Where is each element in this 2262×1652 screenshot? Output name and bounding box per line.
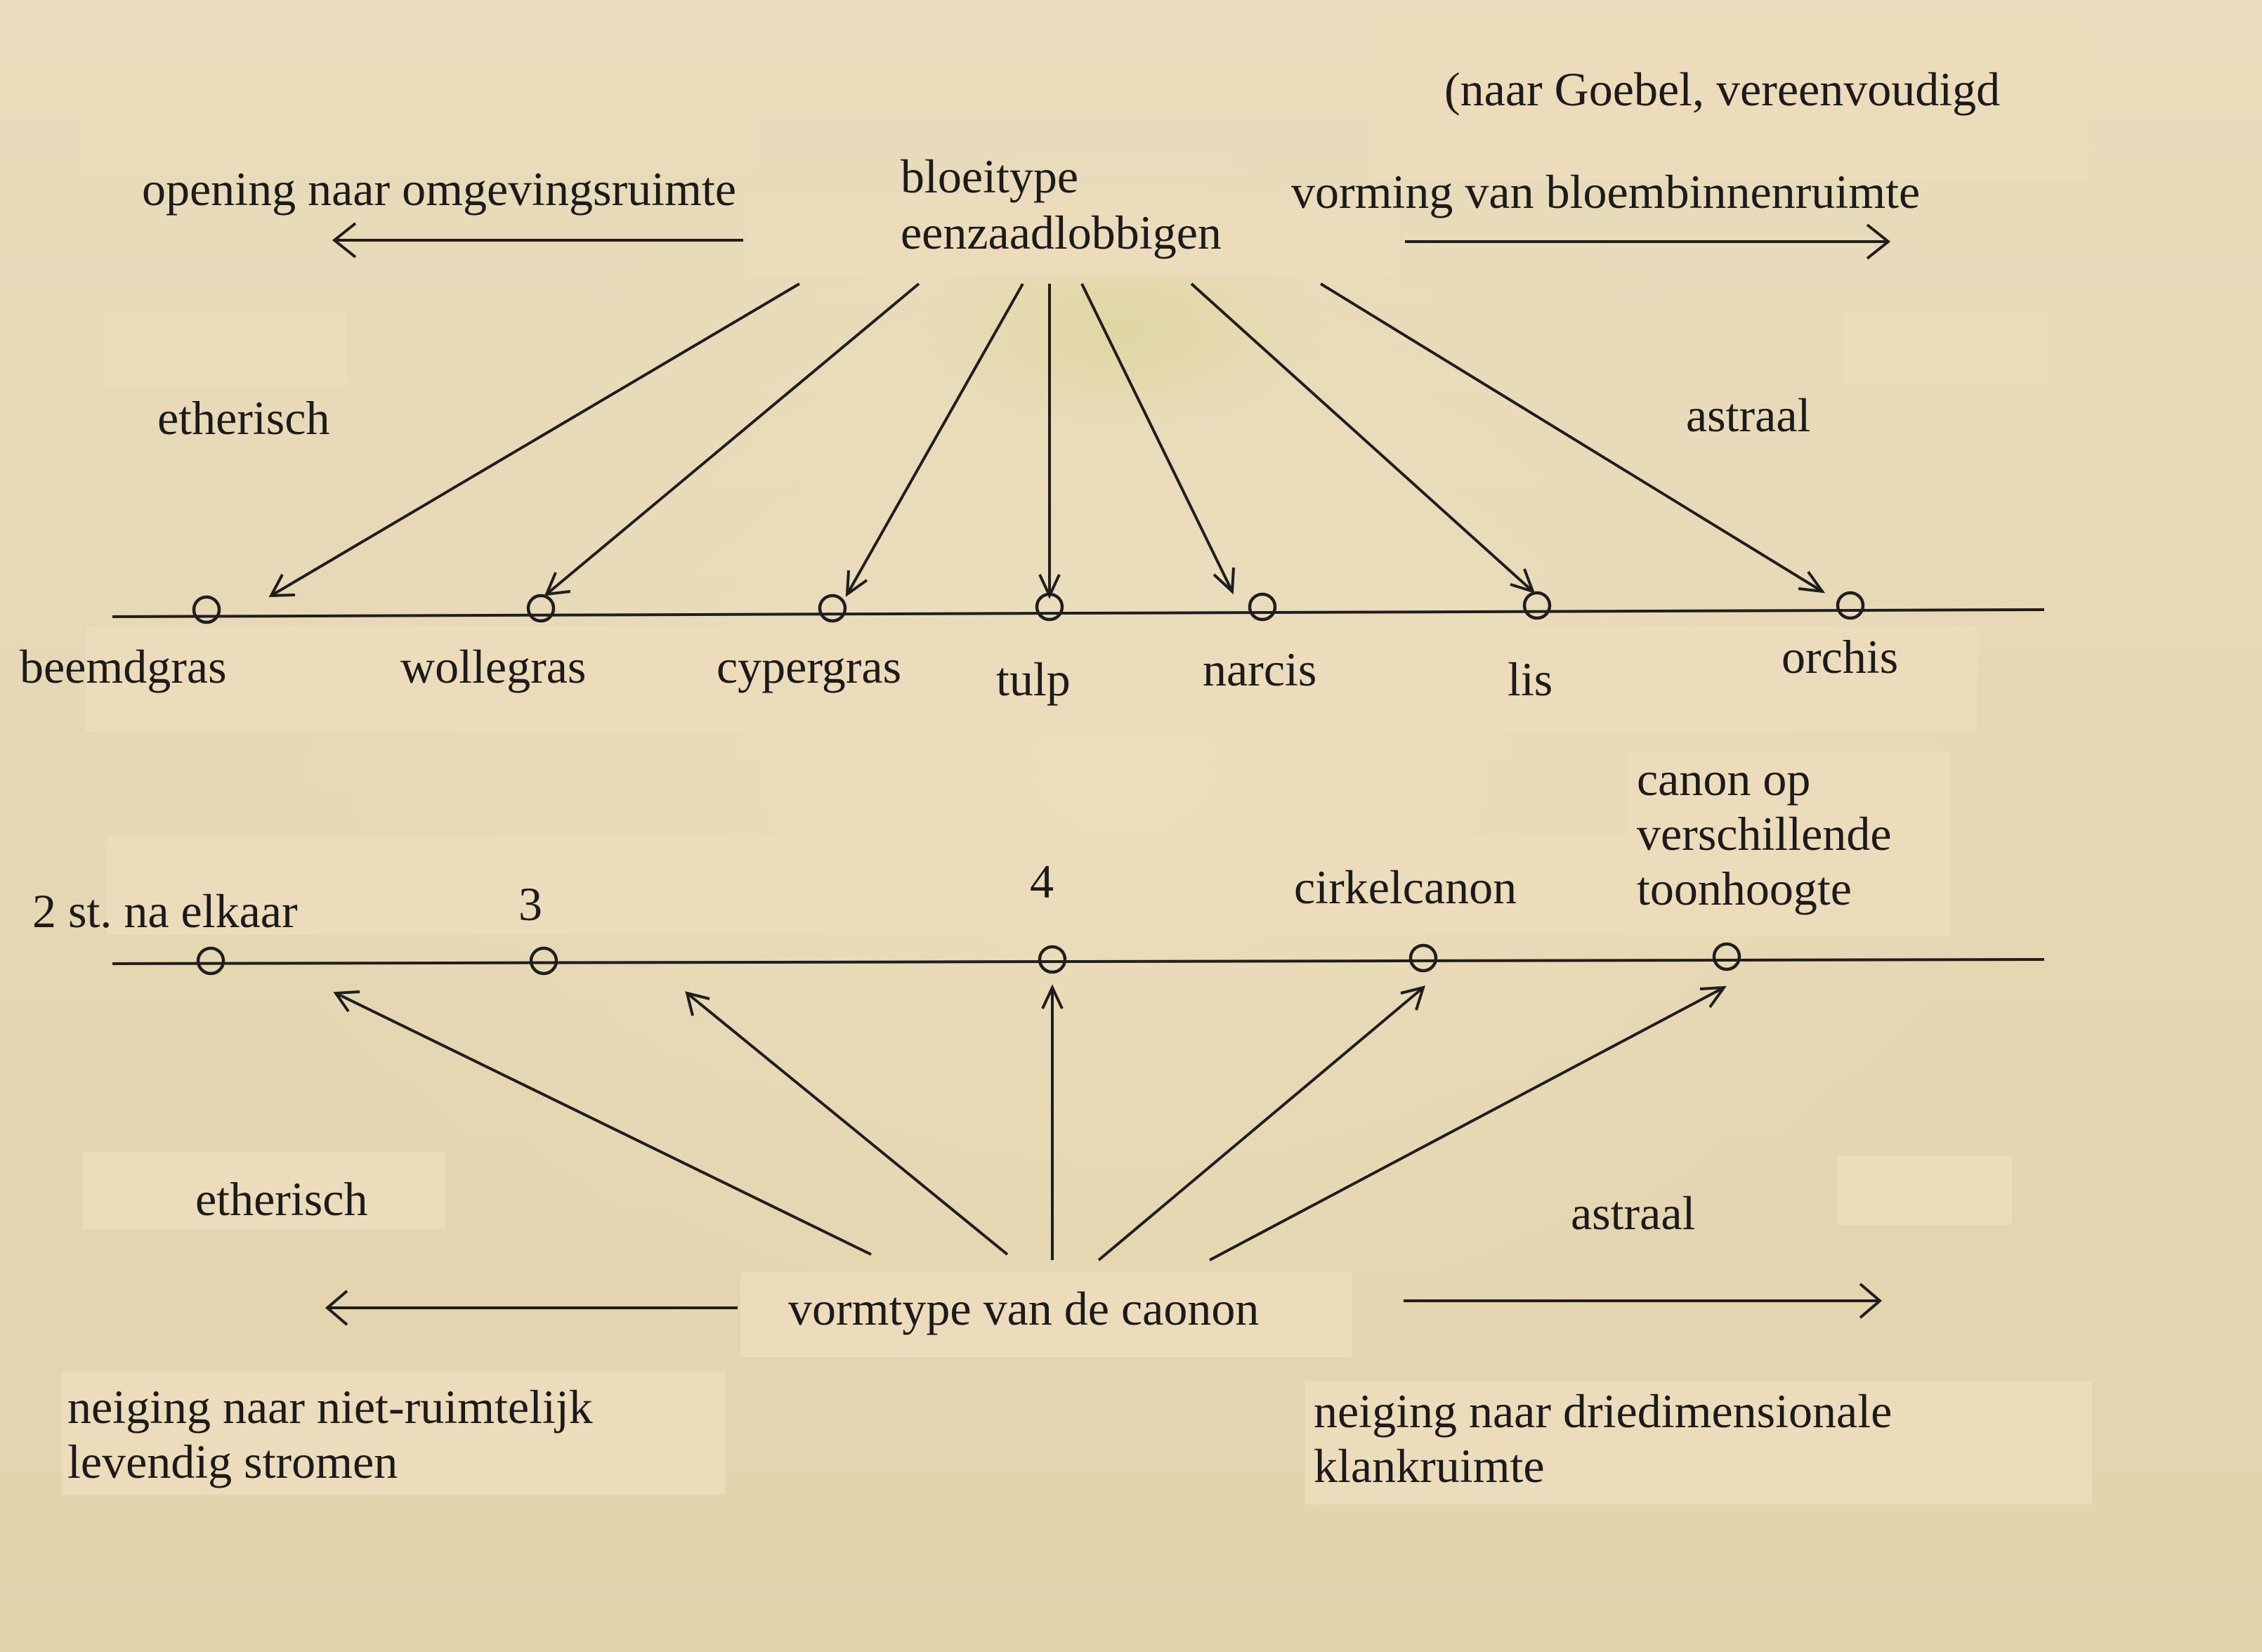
right-tendency-line1: neiging naar driedimensionale	[1314, 1384, 1892, 1438]
lower-node-label-2st: 2 st. na elkaar	[32, 884, 298, 938]
lower-left-pole: etherisch	[195, 1172, 368, 1226]
upper-node-marker	[528, 596, 554, 621]
lower-node-label-4: 4	[1030, 855, 1054, 908]
lower-node-marker	[531, 948, 556, 973]
node-label-orchis: orchis	[1782, 630, 1899, 683]
arrow-to-cypergras	[847, 284, 1023, 594]
lower-node-marker	[1411, 945, 1436, 971]
node-label-wollegras: wollegras	[400, 640, 587, 693]
arrow-to-narcis	[1082, 284, 1232, 591]
upper-node-marker	[1838, 593, 1863, 618]
center-label-line2: eenzaadlobbigen	[901, 206, 1222, 259]
arrow-to-lis	[1191, 284, 1533, 591]
lower-right-pole: astraal	[1571, 1186, 1696, 1240]
lower-node-marker	[198, 948, 223, 973]
upper-node-marker	[820, 596, 845, 621]
left-direction-label: opening naar omgevingsruimte	[142, 162, 737, 216]
lower-node-label-3: 3	[518, 877, 542, 931]
upper-node-marker	[1250, 594, 1275, 620]
source-note: (naar Goebel, vereenvoudigd	[1444, 63, 2001, 116]
lower-node-label-canon-line3: toonhoogte	[1637, 862, 1852, 915]
left-tendency-line1: neiging naar niet-ruimtelijk	[67, 1380, 593, 1434]
node-label-lis: lis	[1508, 653, 1553, 706]
upper-node-marker	[1524, 593, 1550, 618]
arrow-to-wollegras	[547, 284, 919, 594]
lower-node-label-canon-line1: canon op	[1637, 752, 1811, 806]
arrow-to-cirkelcanon	[1099, 988, 1423, 1260]
node-label-beemdgras: beemdgras	[20, 640, 227, 693]
lower-node-marker	[1040, 947, 1065, 972]
center-label-line1: bloeitype	[901, 150, 1079, 203]
upper-axis	[112, 610, 2044, 617]
node-label-tulp: tulp	[996, 653, 1071, 706]
arrow-to-beemdgras	[271, 284, 799, 596]
right-tendency-line2: klankruimte	[1314, 1439, 1545, 1493]
right-direction-label: vorming van bloembinnenruimte	[1291, 165, 1921, 218]
upper-left-pole: etherisch	[157, 391, 330, 445]
lower-node-label-cirkelcanon: cirkelcanon	[1294, 860, 1517, 914]
lower-axis	[112, 959, 2044, 964]
node-label-cypergras: cypergras	[717, 640, 902, 693]
arrow-to-3	[687, 993, 1007, 1254]
lower-center-label: vormtype van de caonon	[788, 1282, 1260, 1335]
arrow-to-2st	[336, 993, 871, 1254]
node-label-narcis: narcis	[1203, 643, 1317, 696]
left-tendency-line2: levendig stromen	[67, 1435, 398, 1488]
lower-node-marker	[1714, 944, 1739, 969]
lower-node-label-canon-line2: verschillende	[1637, 807, 1892, 860]
upper-node-marker	[194, 597, 219, 622]
upper-right-pole: astraal	[1686, 388, 1811, 442]
